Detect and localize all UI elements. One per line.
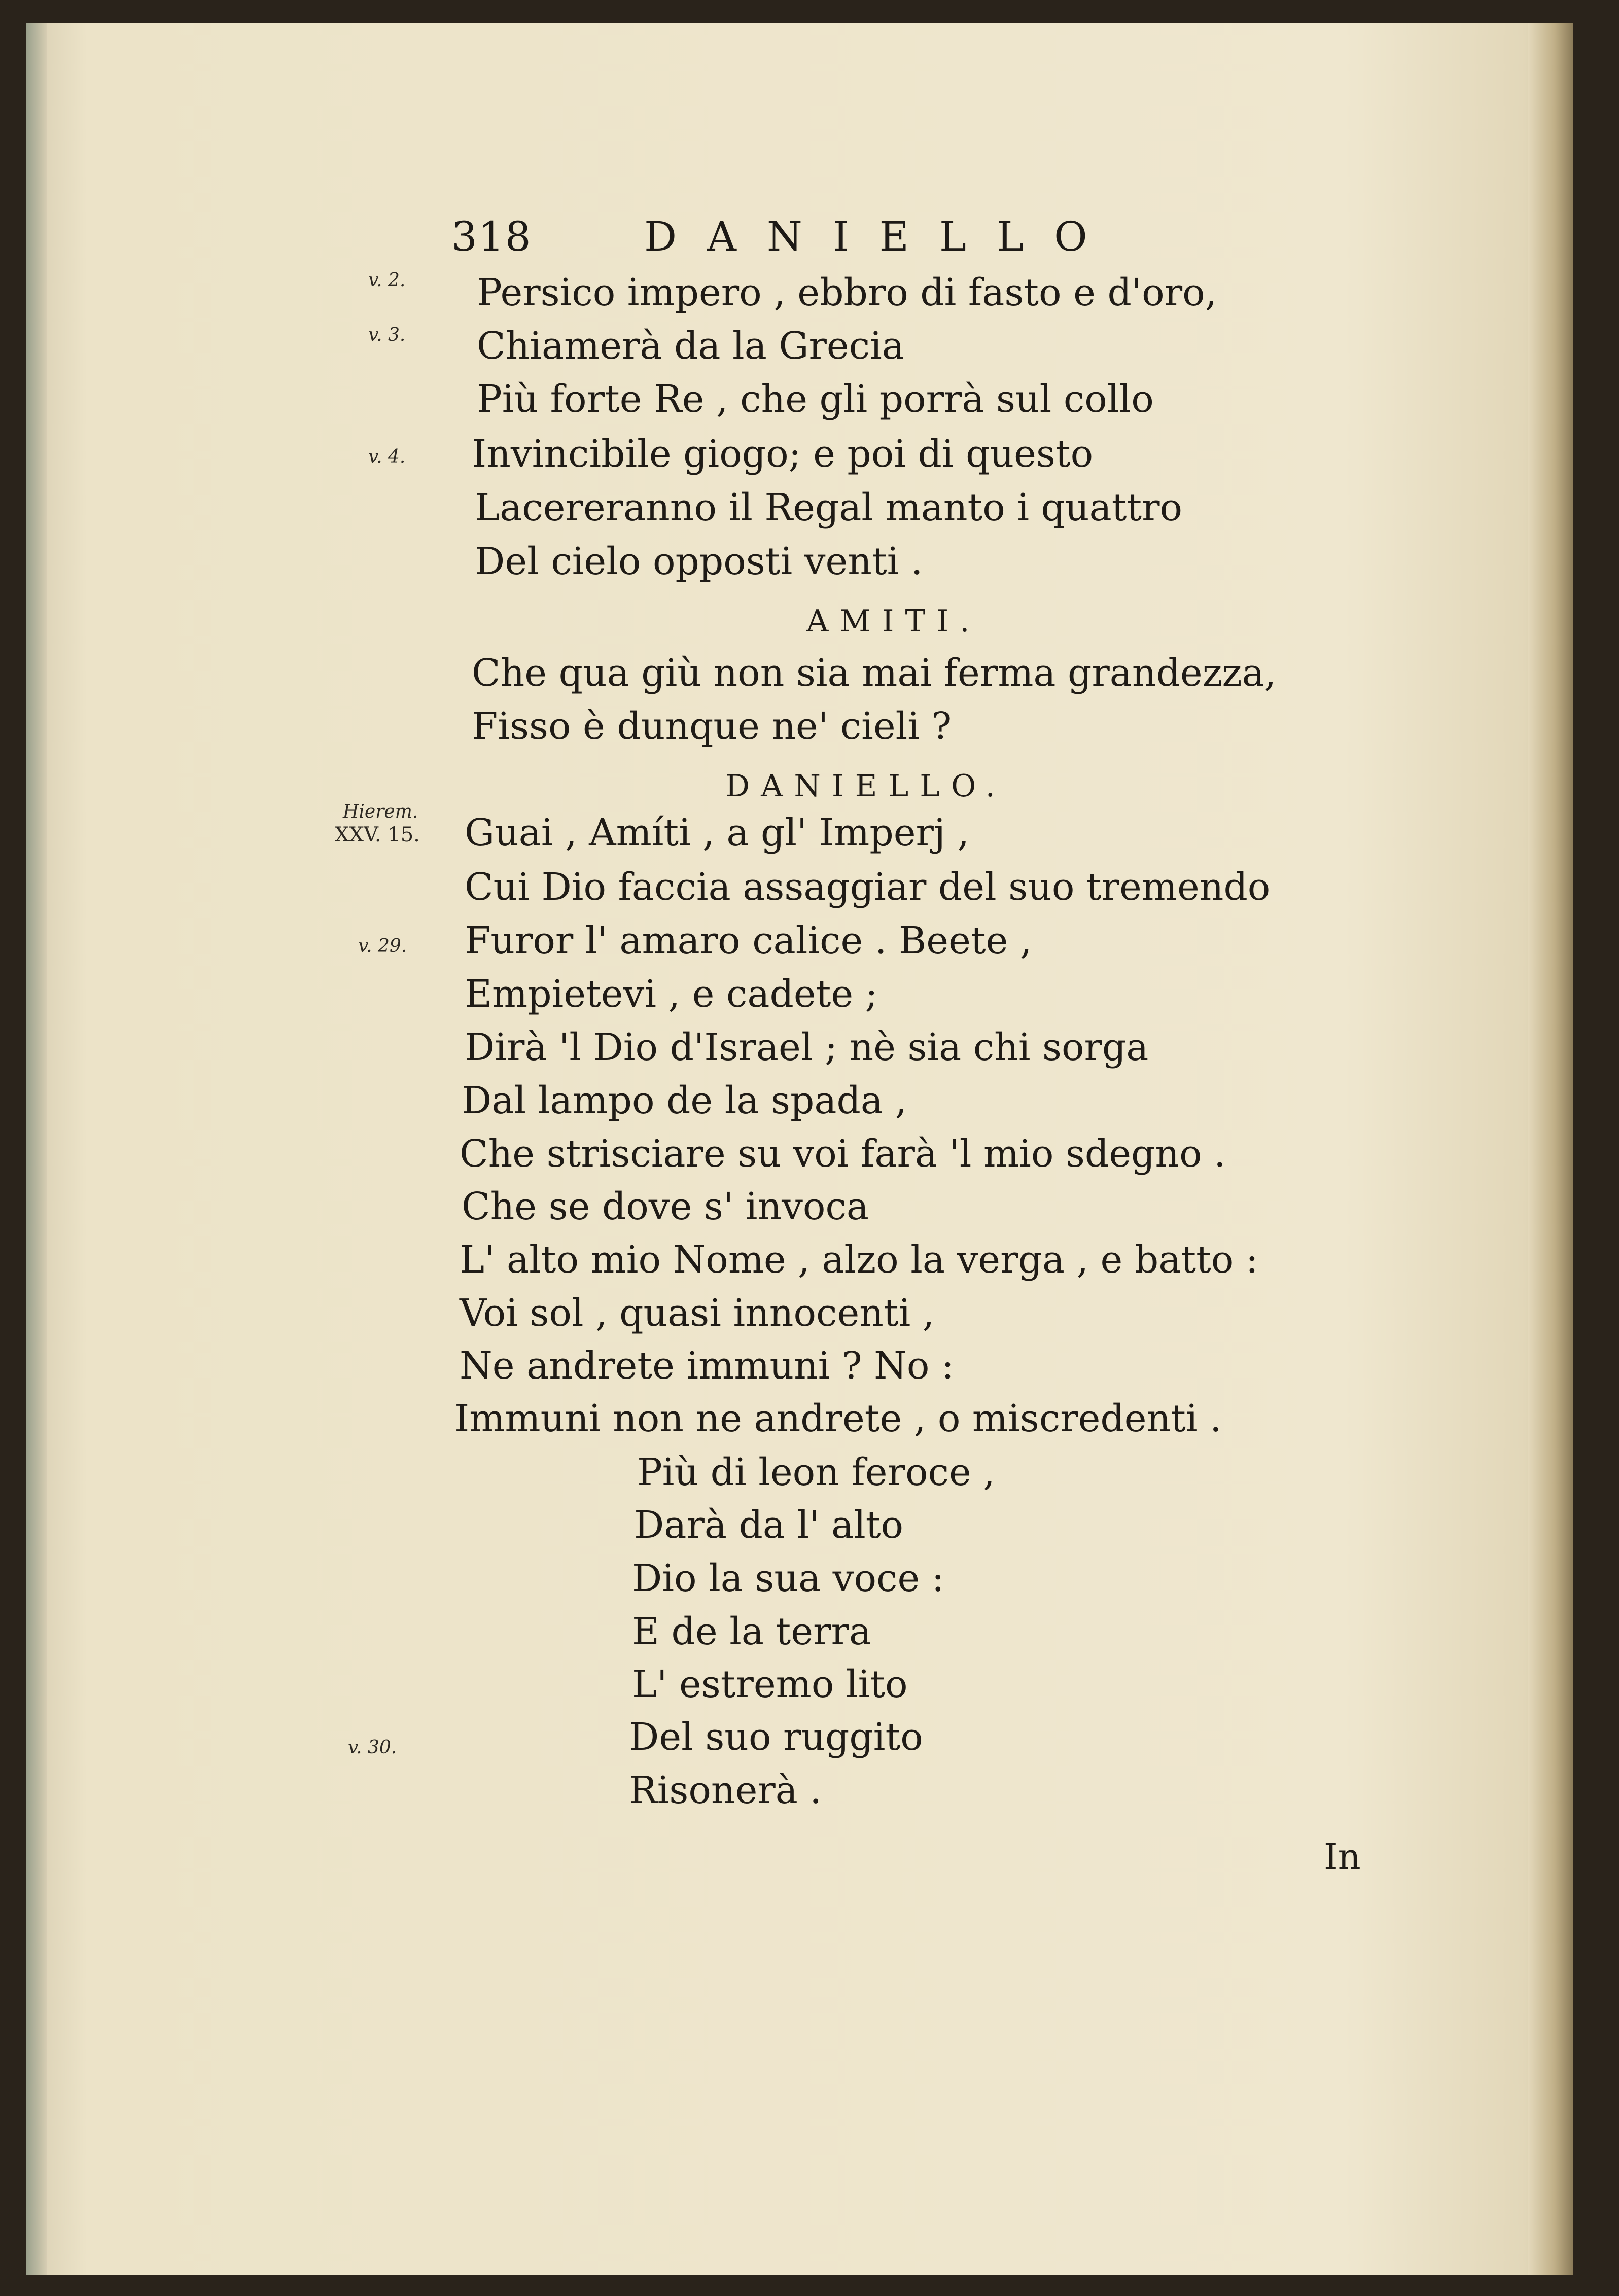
verse-line: Dal lampo de la spada ,	[462, 1079, 907, 1122]
running-title: DANIELLO	[644, 213, 1118, 260]
page-edge	[1528, 23, 1573, 2275]
verse-line: Risonerà .	[629, 1769, 822, 1812]
verse-line: Guai , Amíti , a gl' Imperj ,	[465, 811, 969, 855]
verse-line: Persico impero , ebbro di fasto e d'oro,	[477, 271, 1217, 314]
verse-line: Lacereranno il Regal manto i quattro	[475, 486, 1183, 529]
gutter-shadow	[26, 23, 47, 2275]
verse-line: Più forte Re , che gli porrà sul collo	[477, 377, 1154, 421]
margin-note: v. 29.	[358, 936, 407, 957]
speaker-label: AMITI.	[806, 604, 981, 639]
margin-note: Hierem.	[343, 801, 418, 822]
margin-note: v. 4.	[368, 446, 406, 467]
verse-line: Invincibile giogo; e poi di questo	[472, 432, 1094, 476]
verse-line: Più di leon feroce ,	[637, 1451, 995, 1494]
verse-line: Dirà 'l Dio d'Israel ; nè sia chi sorga	[465, 1026, 1149, 1069]
verse-line: Chiamerà da la Grecia	[477, 324, 904, 368]
page-header	[451, 213, 1288, 269]
verse-line: L' alto mio Nome , alzo la verga , e batto :	[460, 1238, 1258, 1282]
margin-note: v. 2.	[368, 270, 406, 291]
catchword: In	[1324, 1836, 1361, 1878]
verse-line: Empietevi , e cadete ;	[465, 972, 878, 1016]
verse-line: Che strisciare su voi farà 'l mio sdegno .	[460, 1132, 1226, 1176]
verse-line: E de la terra	[632, 1610, 871, 1653]
verse-line: Cui Dio faccia assaggiar del suo tremendo	[465, 865, 1271, 909]
verse-line: Immuni non ne andrete , o miscredenti .	[454, 1397, 1222, 1440]
verse-line: Darà da l' alto	[634, 1503, 904, 1547]
margin-note: XXV. 15.	[335, 823, 420, 846]
verse-line: Furor l' amaro calice . Beete ,	[465, 919, 1032, 963]
verse-line: Voi sol , quasi innocenti ,	[460, 1291, 935, 1335]
verse-line: Fisso è dunque ne' cieli ?	[472, 704, 952, 748]
verse-line: Del suo ruggito	[629, 1715, 923, 1759]
verse-line: Del cielo opposti venti .	[475, 540, 923, 583]
speaker-label: DANIELLO.	[725, 768, 1006, 804]
margin-note: v. 3.	[368, 325, 406, 345]
verse-line: Ne andrete immuni ? No :	[460, 1344, 954, 1388]
verse-line: L' estremo lito	[632, 1663, 908, 1706]
margin-note: v. 30.	[348, 1737, 397, 1758]
verse-line: Dio la sua voce :	[632, 1557, 944, 1600]
verse-line: Che se dove s' invoca	[462, 1185, 869, 1228]
page-number: 318	[451, 213, 532, 260]
verse-line: Che qua giù non sia mai ferma grandezza,	[472, 651, 1277, 695]
